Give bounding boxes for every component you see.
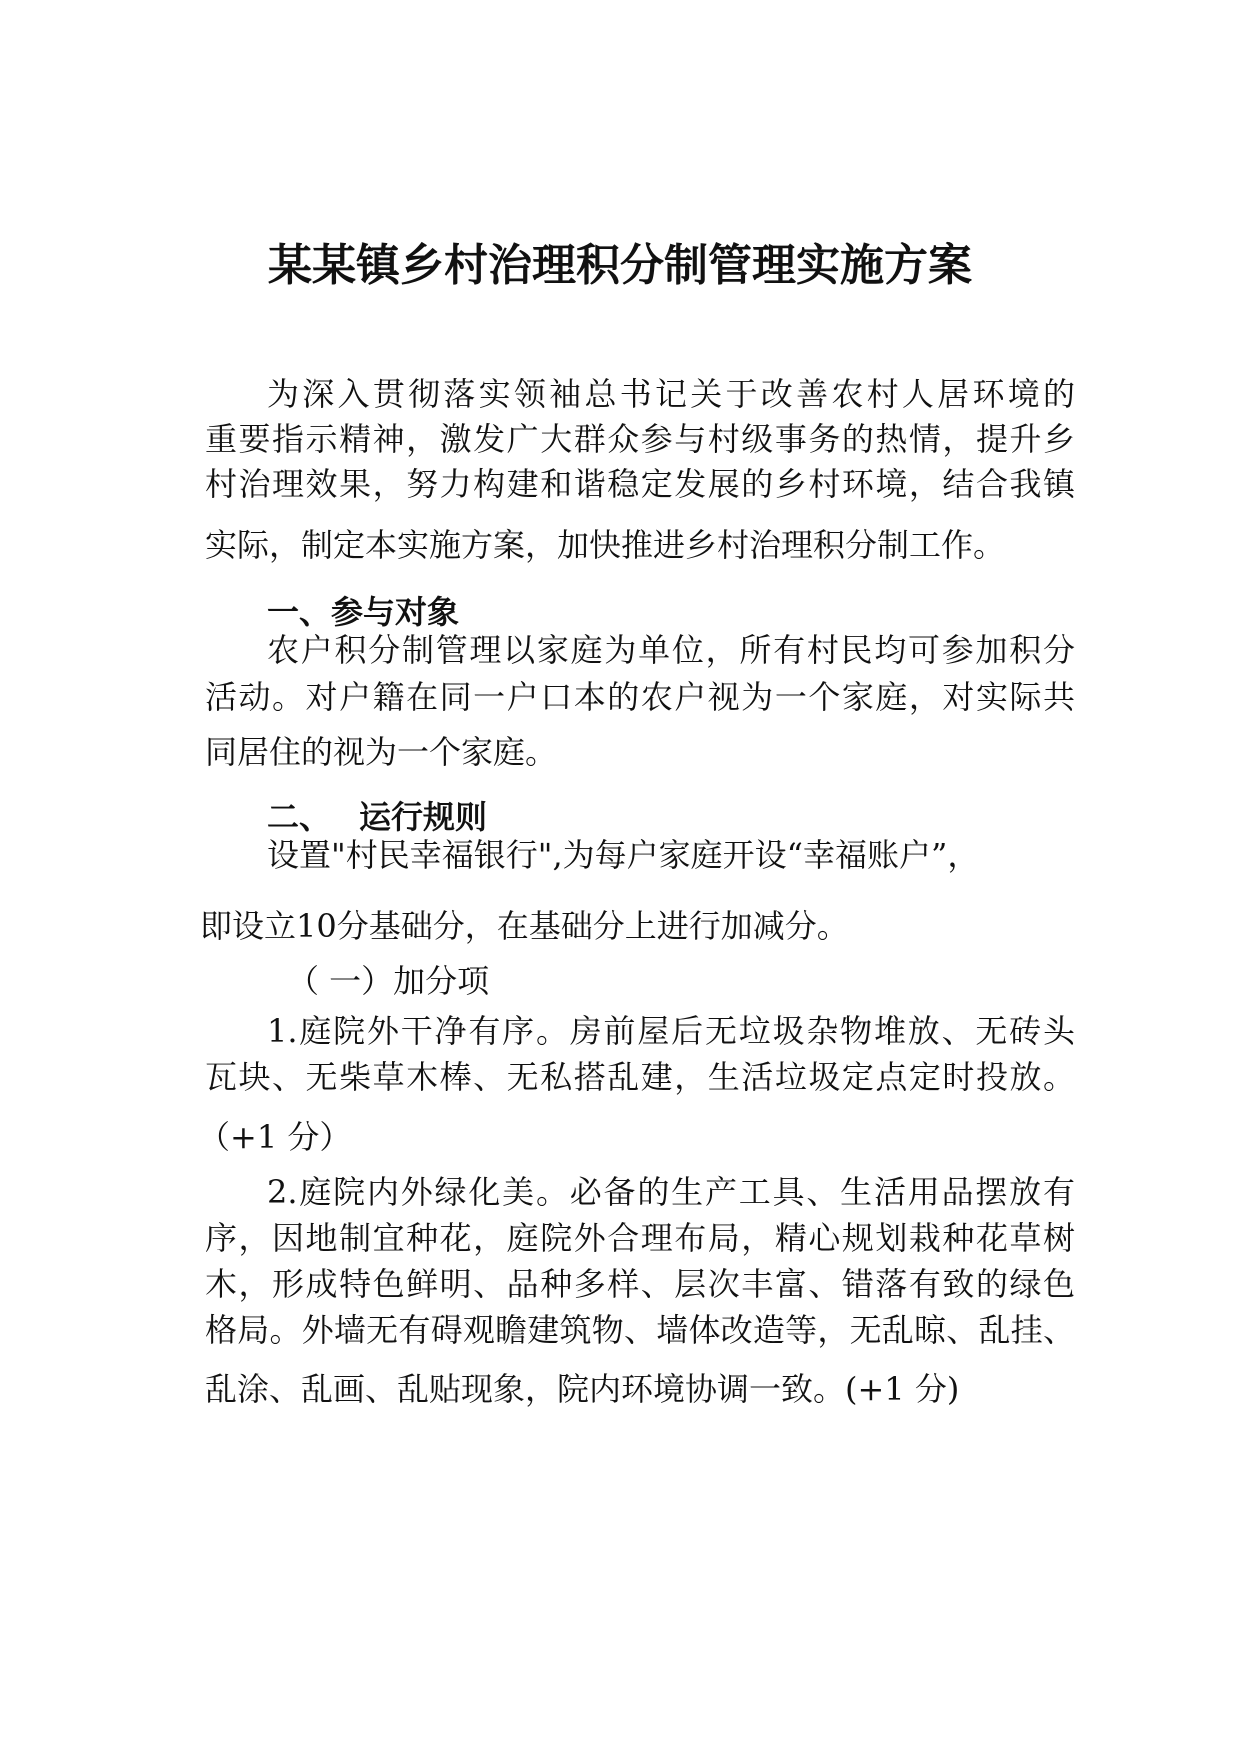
intro-line-3: 村治理效果，努力构建和谐稳定发展的乡村环境，结合我镇 [205,465,1075,503]
item1-line-1: 1.庭院外干净有序。房前屋后无垃圾杂物堆放、无砖头 [267,1012,1075,1050]
section2-line-2: 即设立10分基础分，在基础分上进行加减分。 [200,907,849,945]
item1-line-3: （+1 分） [198,1118,352,1156]
section-heading-participants: 一、参与对象 [267,593,460,631]
document-title: 某某镇乡村治理积分制管理实施方案 [268,240,972,291]
item2-line-3: 木，形成特色鲜明、品种多样、层次丰富、错落有致的绿色 [205,1265,1075,1303]
section1-line-2: 活动。对户籍在同一户口本的农户视为一个家庭，对实际共 [205,678,1075,716]
section2-heading-number: 二、 [267,798,332,836]
item2-line-2: 序，因地制宜种花，庭院外合理布局，精心规划栽种花草树 [205,1219,1075,1257]
item2-line-5: 乱涂、乱画、乱贴现象，院内环境协调一致。(+1 分) [205,1370,960,1408]
section1-line-3: 同居住的视为一个家庭。 [205,733,558,771]
section1-line-1: 农户积分制管理以家庭为单位，所有村民均可参加积分 [267,631,1075,669]
intro-line-4: 实际，制定本实施方案，加快推进乡村治理积分制工作。 [205,526,1006,564]
section2-line-1: 设置"村民幸福银行",为每户家庭开设“幸福账户”， [267,836,980,874]
item2-line-1: 2.庭院内外绿化美。必备的生产工具、生活用品摆放有 [267,1173,1075,1211]
section2-heading-text: 运行规则 [359,798,488,836]
section-heading-rules [267,797,487,837]
item1-line-2: 瓦块、无柴草木棒、无私搭乱建，生活垃圾定点定时投放。 [205,1058,1075,1096]
subheading-bonus-items: （ 一）加分项 [287,962,490,1000]
intro-line-1: 为深入贯彻落实领袖总书记关于改善农村人居环境的 [267,375,1075,413]
item2-line-4: 格局。外墙无有碍观瞻建筑物、墙体改造等，无乱晾、乱挂、 [205,1311,1075,1349]
intro-line-2: 重要指示精神，激发广大群众参与村级事务的热情，提升乡 [205,420,1075,458]
